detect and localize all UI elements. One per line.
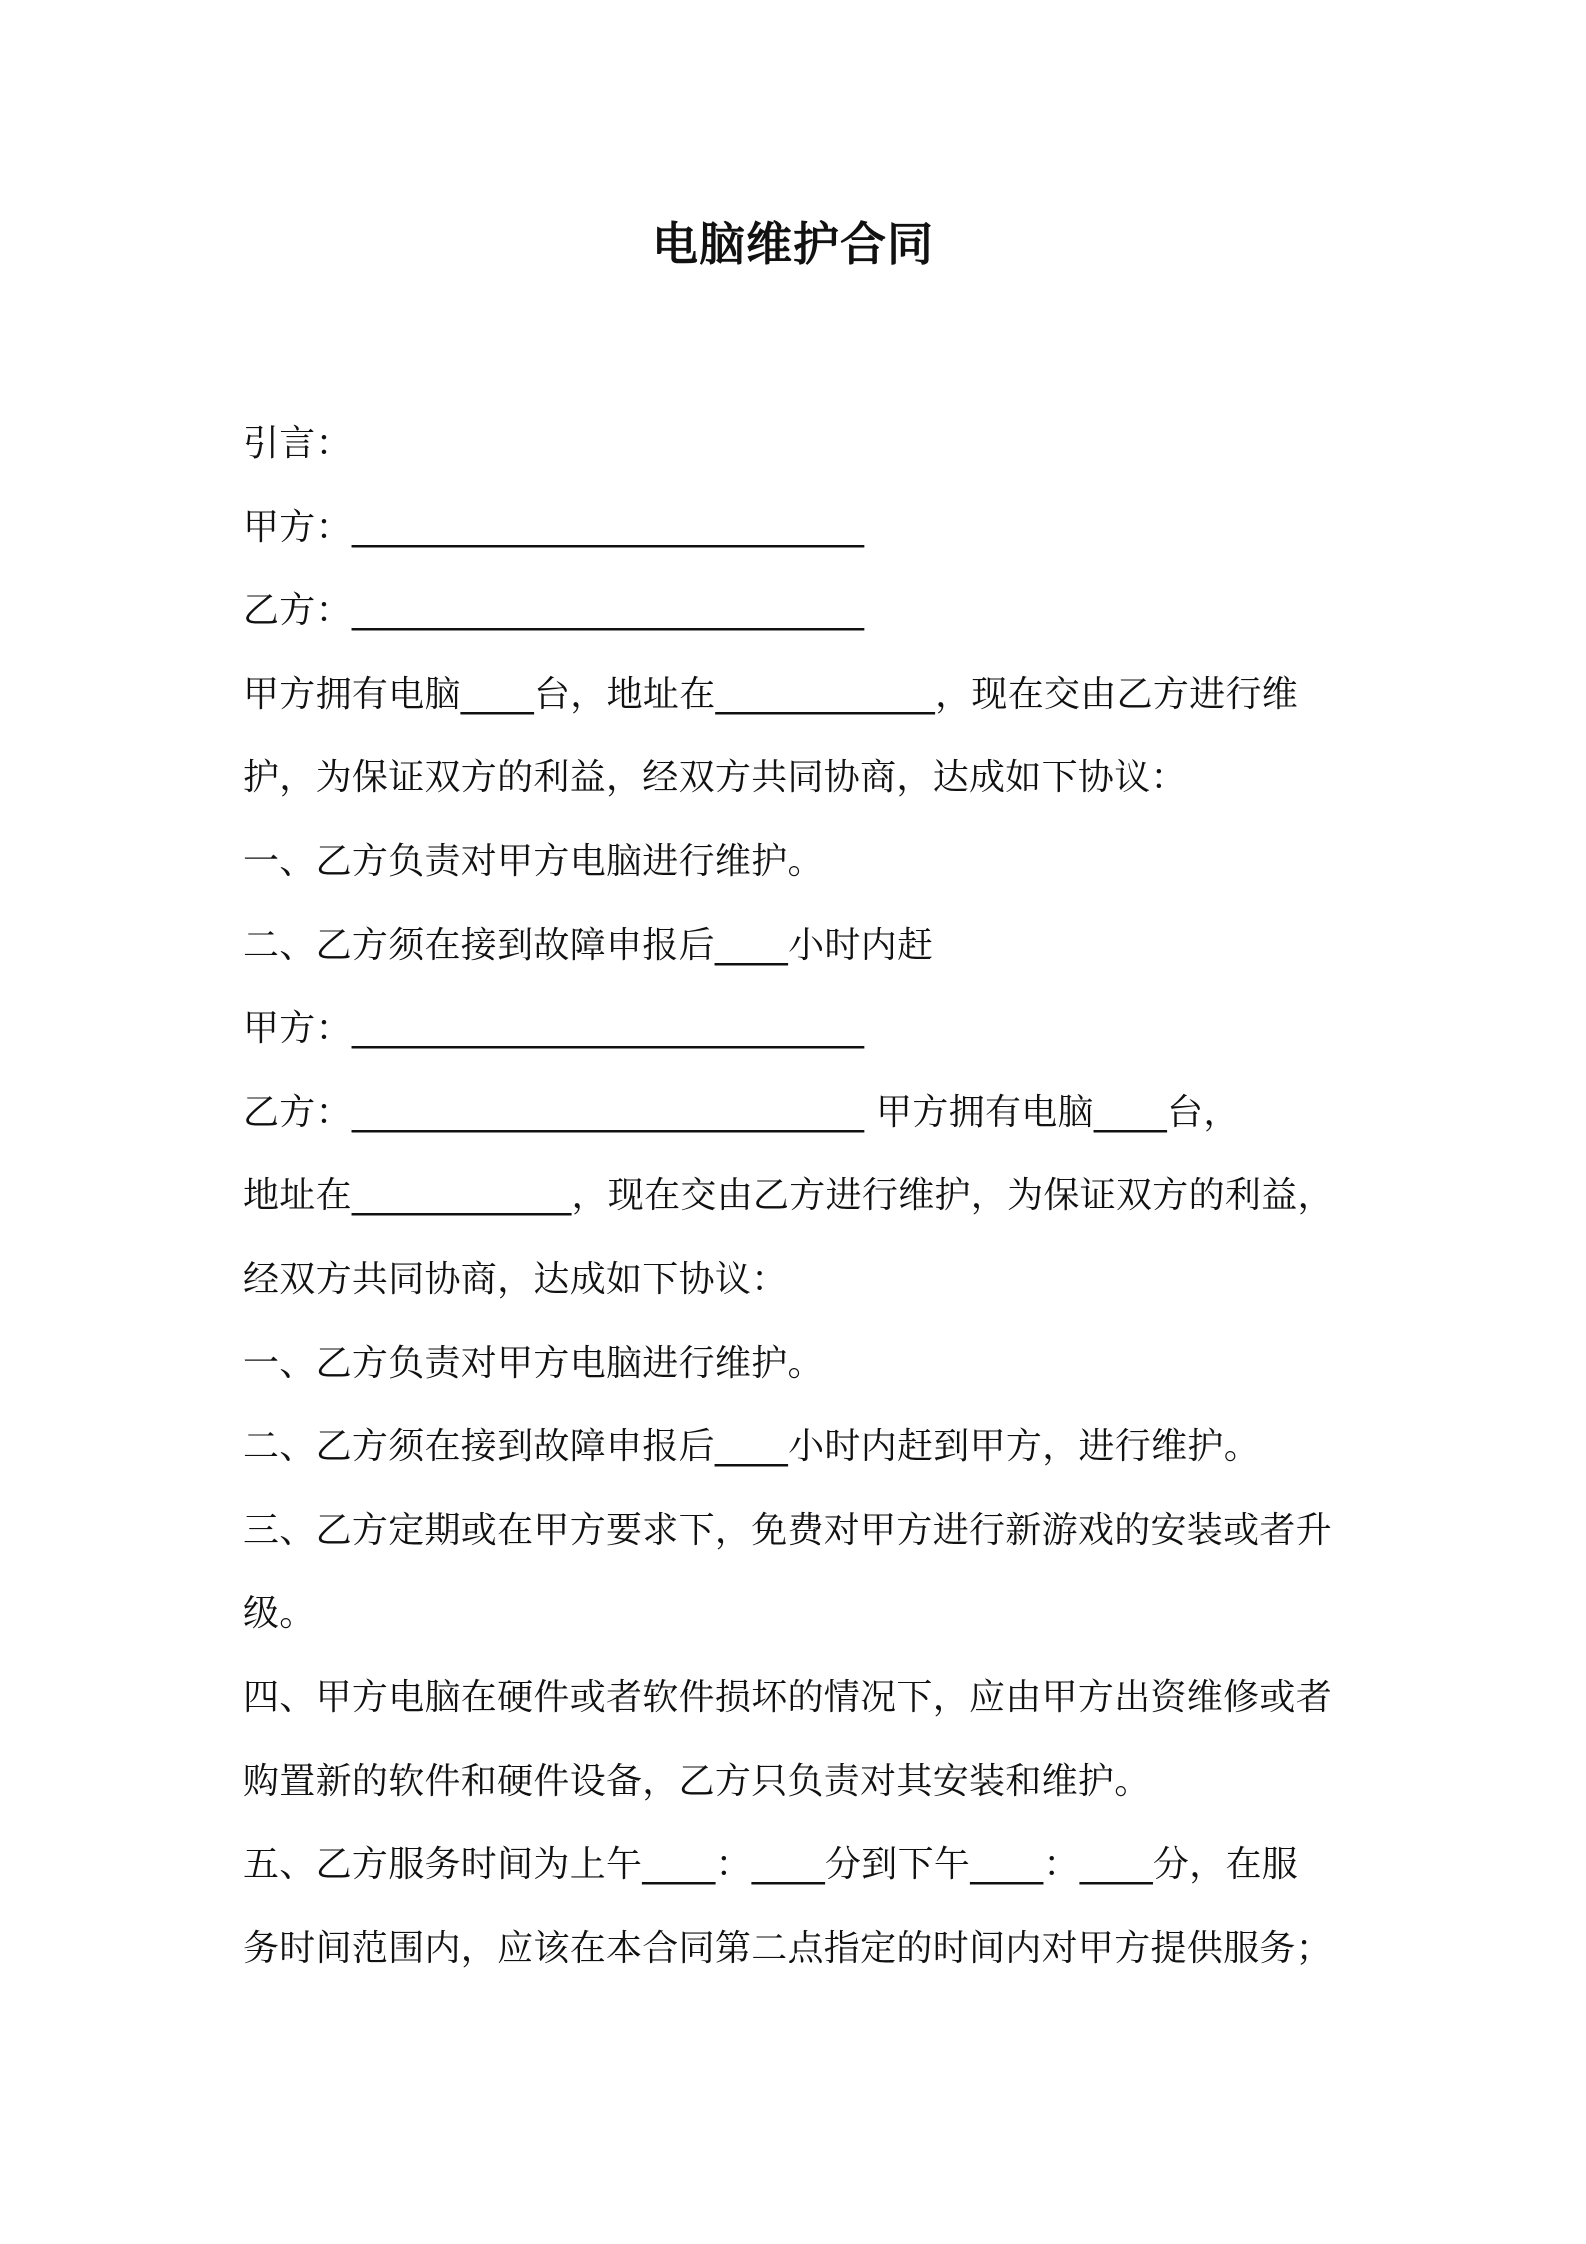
body-line-clause-4-2: 购置新的软件和硬件设备，乙方只负责对其安装和维护。 — [243, 1760, 1151, 1802]
body-line-clause-5-1: 五、乙方服务时间为上午____：____分到下午____：____分，在服 — [243, 1844, 1299, 1886]
body-line-party-b-repeat: 乙方：____________________________ 甲方拥有电脑____台， — [243, 1091, 1240, 1133]
body-line-preamble-1: 甲方拥有电脑____台，地址在____________，现在交由乙方进行维 — [243, 673, 1299, 715]
body-line-clause-2: 二、乙方须在接到故障申报后____小时内赶到甲方，进行维护。 — [243, 1426, 1260, 1468]
body-line-clause-5-2: 务时间范围内，应该在本合同第二点指定的时间内对甲方提供服务； — [243, 1927, 1333, 1969]
body-line-clause-3-2: 级。 — [243, 1593, 316, 1635]
body-line-preamble-repeat-2: 经双方共同协商，达成如下协议： — [243, 1258, 788, 1300]
body-line-clause-4-1: 四、甲方电脑在硬件或者软件损坏的情况下，应由甲方出资维修或者 — [243, 1676, 1333, 1718]
body-line-party-a-repeat: 甲方：____________________________ — [243, 1008, 865, 1050]
document-title: 电脑维护合同 — [652, 217, 934, 271]
body-line-party-a: 甲方：____________________________ — [243, 506, 865, 548]
body-line-preamble-2: 护，为保证双方的利益，经双方共同协商，达成如下协议： — [243, 757, 1187, 799]
body-line-clause-1-repeat: 一、乙方负责对甲方电脑进行维护。 — [243, 1342, 824, 1384]
body-line-clause-3-1: 三、乙方定期或在甲方要求下，免费对甲方进行新游戏的安装或者升 — [243, 1509, 1333, 1551]
body-line-preamble-repeat-1: 地址在____________，现在交由乙方进行维护，为保证双方的利益， — [243, 1175, 1334, 1217]
body-line-clause-2-partial: 二、乙方须在接到故障申报后____小时内赶 — [243, 924, 934, 966]
body-line-party-b: 乙方：____________________________ — [243, 590, 865, 632]
body-line-intro: 引言： — [243, 423, 352, 464]
body-line-clause-1: 一、乙方负责对甲方电脑进行维护。 — [243, 840, 824, 882]
document-body — [243, 402, 1363, 1990]
